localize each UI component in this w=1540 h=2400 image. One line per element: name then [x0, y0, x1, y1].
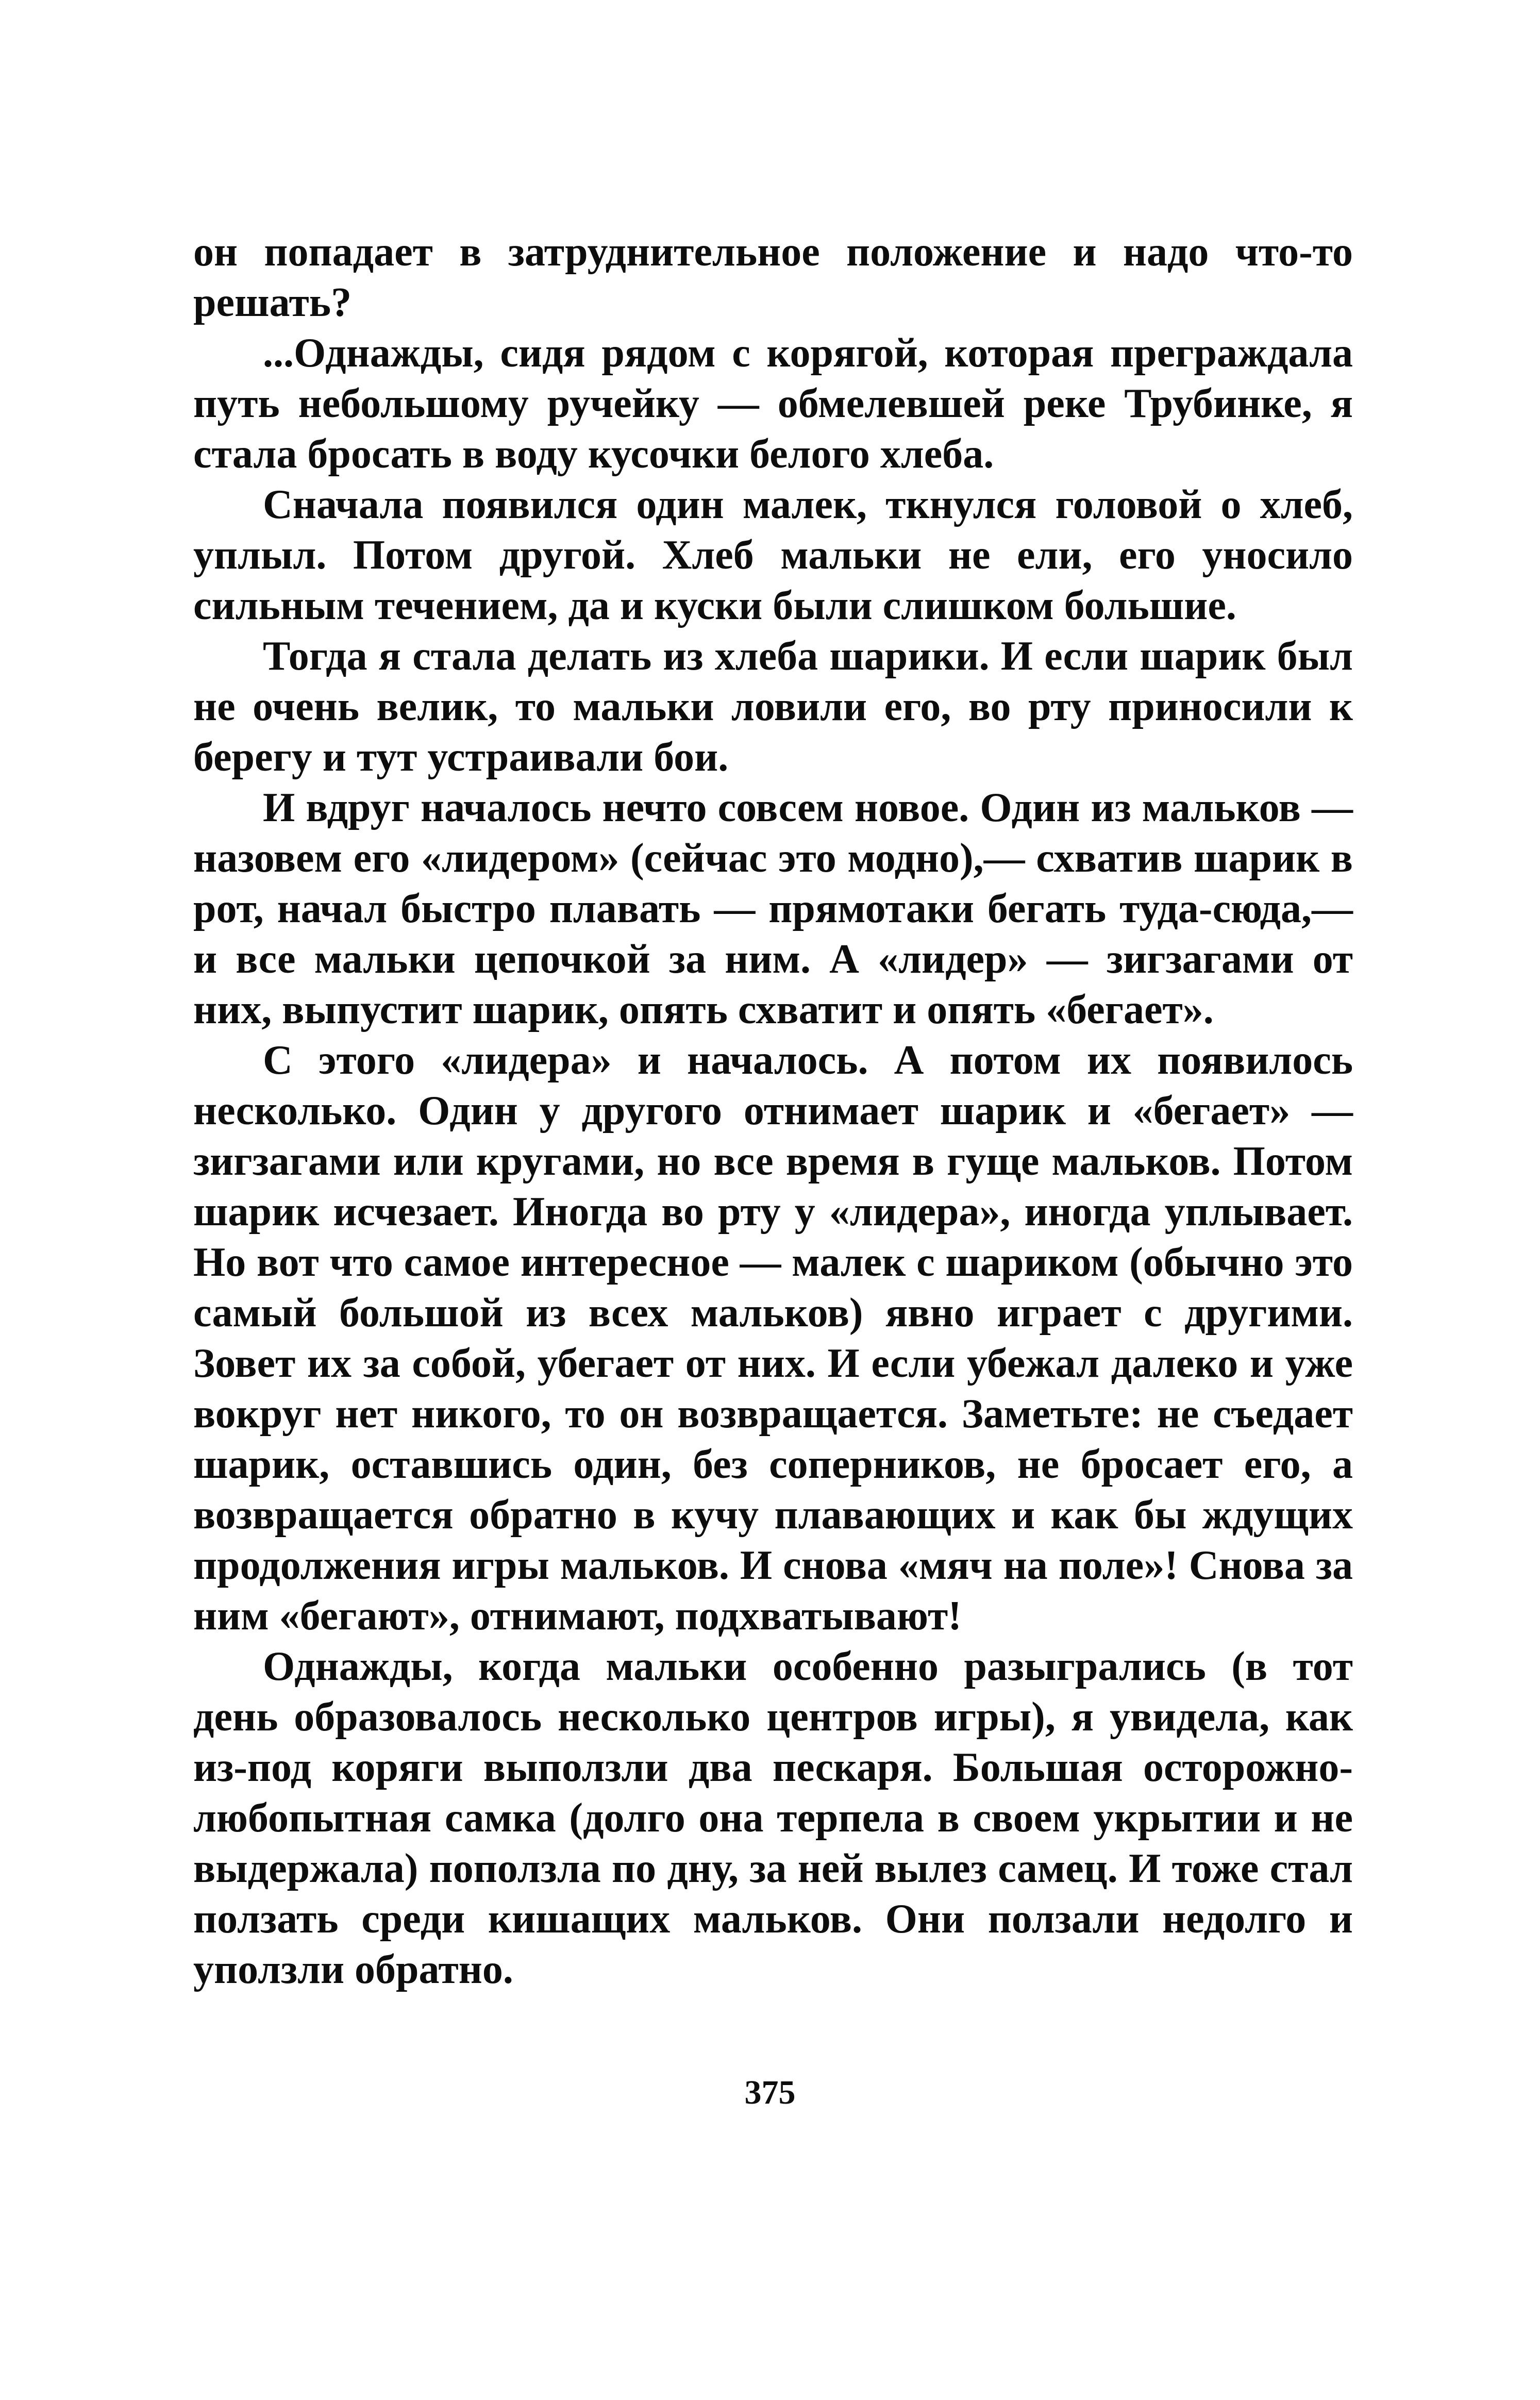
- page-body: [193, 227, 1353, 1995]
- paragraph-6: С этого «лидера» и началось. А потом их появилось несколько. Один у другого отнимает шарик и «бегает» — зигзагами или кругами, но все время в гуще мальков. Потом шарик исчезает. Иногда во рту у «лидера», иногда уплывает. Но вот что самое интересное — малек с шариком (обычно это самый большой из всех мальков) явно играет с другими. Зовет их за собой, убегает от них. И если убежал далеко и уже вокруг нет никого, то он возвращается. Заметьте: не съедает шарик, оставшись один, без соперников, не бросает его, а возвращается обратно в кучу плавающих и как бы ждущих продолжения игры мальков. И снова «мяч на поле»! Снова за ним «бегают», отнимают, подхватывают!: [193, 1038, 1353, 1639]
- page-number: 375: [744, 2074, 796, 2111]
- paragraph-2: ...Однажды, сидя рядом с корягой, которая преграждала путь небольшому ручейку — обмелевшей реке Трубинке, я стала бросать в воду кусочки белого хлеба.: [193, 330, 1353, 477]
- paragraph-7: Однажды, когда мальки особенно разыгрались (в тот день образовалось несколько центров игры), я увидела, как из-под коряги выползли два пескаря. Большая осторожно-любопытная самка (долго она терпела в своем укрытии и не выдержала) поползла по дну, за ней вылез самец. И тоже стал ползать среди кишащих мальков. Они ползали недолго и уползли обратно.: [193, 1644, 1353, 1992]
- paragraph-3: Сначала появился один малек, ткнулся головой о хлеб, уплыл. Потом другой. Хлеб мальки не ели, его уносило сильным течением, да и куски были слишком большие.: [193, 482, 1353, 628]
- paragraph-4: Тогда я стала делать из хлеба шарики. И если шарик был не очень велик, то мальки ловили его, во рту приносили к берегу и тут устраивали бои.: [193, 634, 1353, 780]
- paragraph-5: И вдруг началось нечто совсем новое. Один из мальков — назовем его «лидером» (сейчас это модно),— схватив шарик в рот, начал быстро плавать — прямотаки бегать туда-сюда,— и все мальки цепочкой за ним. А «лидер» — зигзагами от них, выпустит шарик, опять схватит и опять «бегает».: [193, 785, 1353, 1032]
- paragraph-1: он попадает в затруднительное положение и надо что-то решать?: [193, 229, 1353, 325]
